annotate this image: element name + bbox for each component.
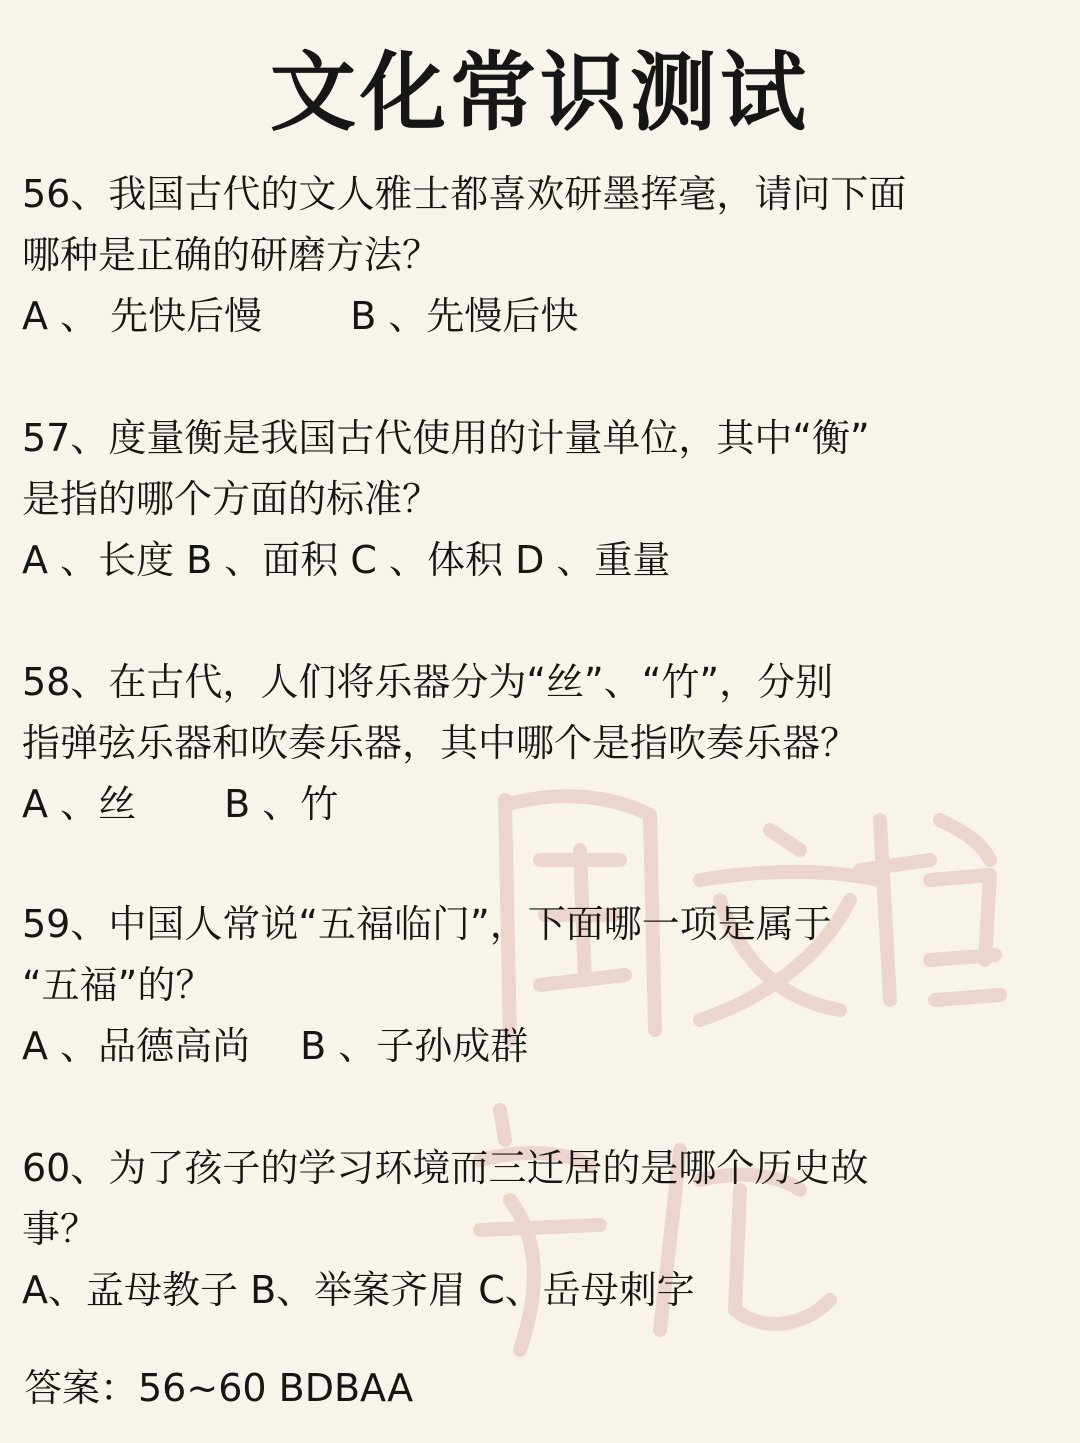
question-text-line: 指弹弦乐器和吹奏乐器，其中哪个是指吹奏乐器？ [22, 721, 859, 765]
question-options: A 、丝 B 、竹 [22, 782, 339, 826]
question-options: A 、品德高尚 B 、子孙成群 [22, 1024, 529, 1068]
question-text-line: 事？ [22, 1207, 99, 1251]
question-text-line: 是指的哪个方面的标准？ [22, 477, 441, 521]
question-text-line: 58、在古代，人们将乐器分为“丝”、“竹”，分别 [22, 660, 834, 704]
question-58 [22, 652, 1068, 835]
question-text-line: 56、我国古代的文人雅士都喜欢研墨挥毫，请问下面 [22, 172, 907, 216]
question-options: A 、 先快后慢 B 、先慢后快 [22, 294, 579, 338]
page-title: 文化常识测试 [270, 43, 810, 143]
question-60 [22, 1138, 1068, 1321]
question-text-line: “五福”的？ [22, 963, 214, 1007]
question-text-line: 哪种是正确的研磨方法？ [22, 233, 441, 277]
question-56 [22, 164, 1068, 347]
question-options: A 、长度 B 、面积 C 、体积 D 、重量 [22, 538, 671, 582]
question-57 [22, 408, 1068, 591]
question-options: A、孟母教子 B、举案齐眉 C、岳母刺字 [22, 1268, 695, 1312]
question-59 [22, 894, 1068, 1077]
question-text-line: 59、中国人常说“五福临门”，下面哪一项是属于 [22, 902, 832, 946]
question-text-line: 57、度量衡是我国古代使用的计量单位，其中“衡” [22, 416, 870, 460]
question-text-line: 60、为了孩子的学习环境而三迁居的是哪个历史故 [22, 1146, 869, 1190]
answer-key: 答案：56~60 BDBAA [24, 1366, 414, 1410]
